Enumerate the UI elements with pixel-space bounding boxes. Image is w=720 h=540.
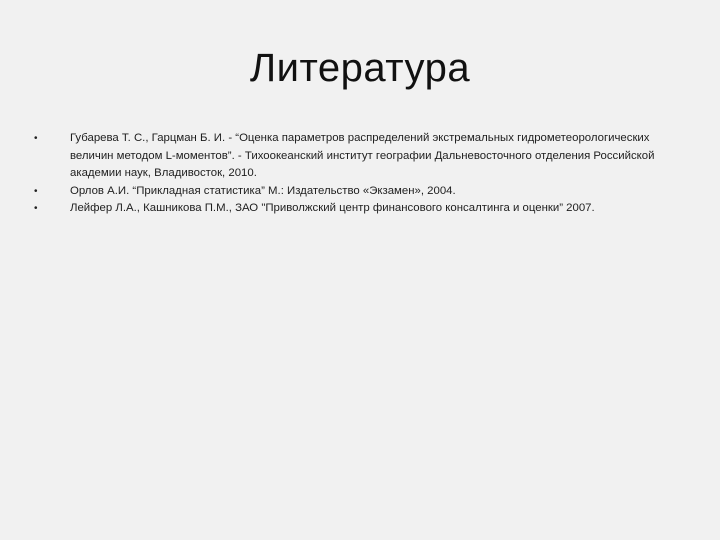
bullet-icon: •: [34, 203, 38, 214]
reference-text: Губарева Т. С., Гарцман Б. И. - “Оценка параметров распределений экстремальных гидрометеорологических величин методом L-моментов”. - Тихоокеанский институт географии Дальневосточного отделения Российской академии наук, Владивосток, 2010.: [70, 132, 655, 179]
reference-text: Орлов А.И. “Прикладная статистика” М.: Издательство «Экзамен», 2004.: [70, 184, 456, 197]
slide-title: Литература: [249, 46, 471, 90]
reference-list: [34, 130, 684, 218]
bullet-icon: •: [34, 133, 38, 144]
list-item: [34, 200, 684, 218]
list-item: [34, 183, 684, 201]
list-item: [34, 130, 684, 183]
bullet-icon: •: [34, 185, 38, 197]
reference-text: Лейфер Л.А., Кашникова П.М., ЗАО "Приволжский центр финансового консалтинга и оценки” 2007.: [70, 202, 595, 214]
